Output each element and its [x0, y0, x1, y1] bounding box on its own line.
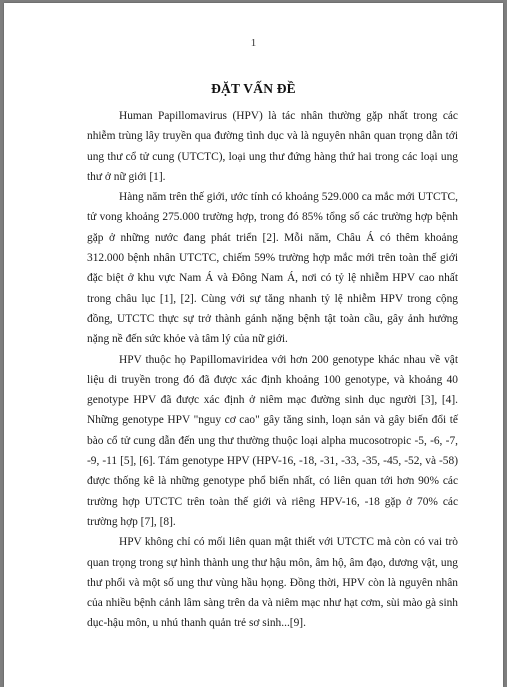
page-title: ĐẶT VẤN ĐỀ: [211, 81, 296, 96]
paragraph: Hàng năm trên thế giới, ước tính có khoảng 529.000 ca mắc mới UTCTC, tử vong khoảng 275.000 trường hợp, trong đó 85% tổng số các trường hợp bệnh gặp ở những nước đang phát triển [2]. Mỗi năm, Châu Á có thêm khoảng 312.000 bệnh nhân UTCTC, chiếm 59% trường hợp mắc mới trên toàn thế giới đặc biệt ở khu vực Nam Á và Đông Nam Á, nơi có tỷ lệ nhiễm HPV cao nhất trong châu lục [1], [2]. Cùng với sự tăng nhanh tỷ lệ nhiễm HPV trong cộng đồng, UTCTC thực sự trở thành gánh nặng bệnh tật toàn cầu, gây ảnh hưởng nặng nề đến sức khỏe và tâm lý của nữ giới.: [87, 191, 458, 346]
paragraph: HPV thuộc họ Papillomaviridea với hơn 200 genotype khác nhau về vật liệu di truyền trong đó đã được xác định khoảng 100 genotype, và khoảng 40 genotype HPV đã được xác định ở niêm mạc đường sinh dục người [3], [4]. Những genotype HPV "nguy cơ cao" gây tăng sinh, loạn sản và gây biến đổi tế bào cổ tử cung dẫn đến ung thư thường thuộc loại alpha mucosotropic -5, -6, -7, -9, -11 [5], [6]. Tám genotype HPV (HPV-16, -18, -31, -33, -35, -45, -52, và -58) được thống kê là những genotype phổ biến nhất, có liên quan tới hơn 90% các trường hợp UTCTC trên toàn thế giới và riêng HPV-16, -18 gặp ở 70% các trường hợp [7], [8].: [87, 353, 458, 528]
body-text: [87, 106, 458, 634]
paragraph: HPV không chỉ có mối liên quan mật thiết với UTCTC mà còn có vai trò quan trọng trong sự hình thành ung thư hậu môn, âm hộ, âm đạo, dương vật, ung thư phổi và một số ung thư vùng hầu họng. Đồng thời, HPV còn là nguyên nhân của nhiều bệnh cảnh lâm sàng trên da và niêm mạc như hạt cơm, sùi mào gà sinh dục-hậu môn, u nhú thanh quản trẻ sơ sinh...[9].: [87, 536, 458, 630]
page-number: 1: [250, 37, 257, 49]
document-page: [4, 3, 503, 687]
paragraph: Human Papillomavirus (HPV) là tác nhân thường gặp nhất trong các nhiễm trùng lây truyền qua đường tình dục và là nguyên nhân quan trọng dẫn tới ung thư cổ tử cung (UTCTC), loại ung thư đứng hàng thứ hai trong các loại ung thư ở nữ giới [1].: [87, 110, 458, 183]
